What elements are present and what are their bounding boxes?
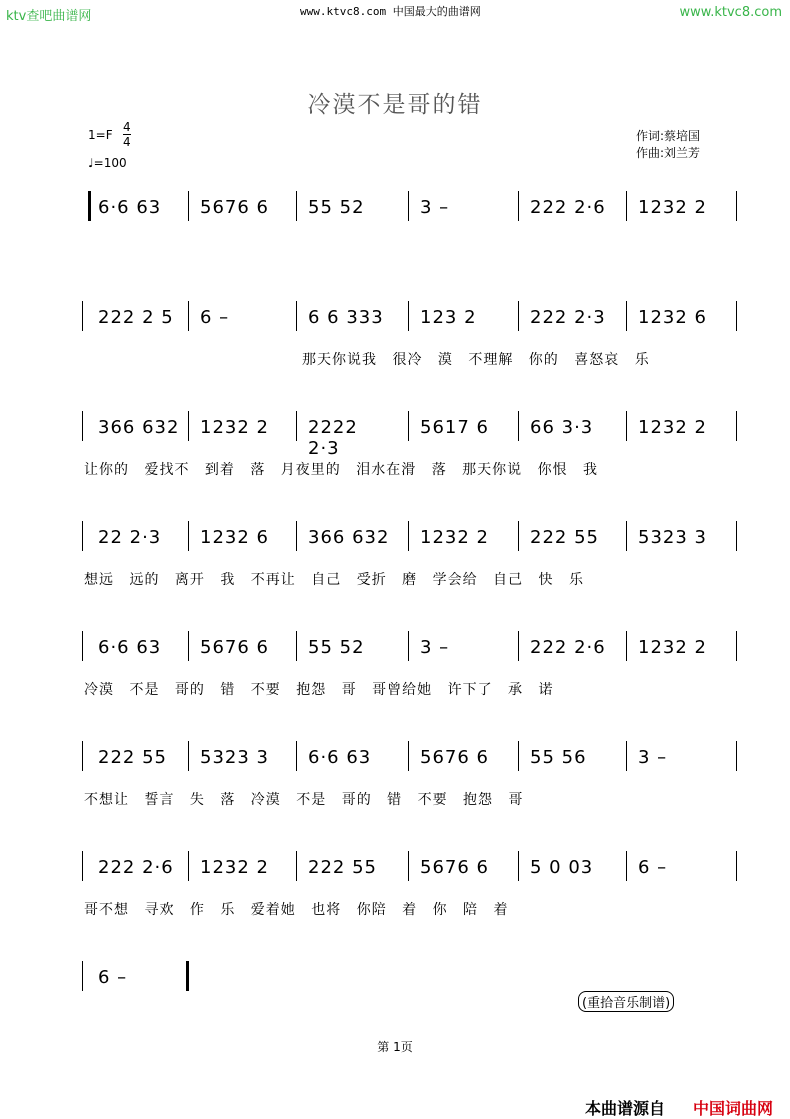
bar-line xyxy=(626,521,627,551)
measure-notes: 6·6 63 xyxy=(98,197,162,218)
bar-line xyxy=(296,851,297,881)
bar-line xyxy=(626,631,627,661)
bar-line xyxy=(186,961,189,991)
lyrics-line: 不想让 誓言 失 落 冷漠 不是 哥的 错 不要 抱怨 哥 xyxy=(84,792,524,808)
measure-notes: 1232 2 xyxy=(638,417,707,438)
measure-notes: 222 2·3 xyxy=(530,307,606,328)
bar-line xyxy=(188,191,189,221)
bar-line xyxy=(518,521,519,551)
measure-notes: 3 – xyxy=(420,637,450,658)
bar-line xyxy=(408,741,409,771)
bar-line xyxy=(188,741,189,771)
measure-notes: 6 – xyxy=(638,857,668,878)
bar-line xyxy=(82,411,83,441)
watermark-middle: www.ktvc8.com 中国最大的曲谱网 xyxy=(300,5,481,18)
measure-notes: 6·6 63 xyxy=(308,747,372,768)
page-number: 第 1页 xyxy=(377,1040,413,1054)
composer-credit: 作曲:刘兰芳 xyxy=(636,146,701,160)
measure-notes: 1232 2 xyxy=(200,857,269,878)
song-title: 冷漠不是哥的错 xyxy=(307,92,483,118)
measure-notes: 1232 2 xyxy=(638,197,707,218)
measure-notes: 1232 2 xyxy=(420,527,489,548)
score-system xyxy=(80,183,740,283)
measure-notes: 3 – xyxy=(420,197,450,218)
key-signature: 1=F xyxy=(88,128,113,142)
bar-line xyxy=(626,741,627,771)
meter-bottom: 4 xyxy=(123,135,131,149)
lyrics-line: 那天你说我 很冷 漠 不理解 你的 喜怒哀 乐 xyxy=(302,352,650,368)
measure-notes: 222 55 xyxy=(308,857,377,878)
measure-notes: 5323 3 xyxy=(638,527,707,548)
bar-line xyxy=(408,521,409,551)
bar-line xyxy=(518,411,519,441)
lyrics-line: 想远 远的 离开 我 不再让 自己 受折 磨 学会给 自己 快 乐 xyxy=(84,572,584,588)
measure-notes: 5323 3 xyxy=(200,747,269,768)
bar-line xyxy=(82,961,83,991)
lyrics-line: 冷漠 不是 哥的 错 不要 抱怨 哥 哥曾给她 许下了 承 诺 xyxy=(84,682,554,698)
measure-notes: 222 2·6 xyxy=(530,197,606,218)
measure-notes: 2222 2·3 xyxy=(308,417,358,459)
measure-notes: 66 3·3 xyxy=(530,417,594,438)
bar-line xyxy=(82,741,83,771)
score-system xyxy=(80,293,740,393)
bar-line xyxy=(296,741,297,771)
bar-line xyxy=(408,301,409,331)
measure-notes: 6 6 333 xyxy=(308,307,384,328)
score-system xyxy=(80,403,740,503)
bar-line xyxy=(188,851,189,881)
measure-notes: 366 632 xyxy=(308,527,390,548)
bar-line xyxy=(82,521,83,551)
measure-notes: 55 56 xyxy=(530,747,587,768)
measure-notes: 1232 2 xyxy=(638,637,707,658)
bar-line xyxy=(736,521,737,551)
score-system xyxy=(80,513,740,613)
bar-line xyxy=(736,191,737,221)
bar-line xyxy=(188,631,189,661)
bar-line xyxy=(408,631,409,661)
bar-line xyxy=(82,631,83,661)
bar-line xyxy=(736,631,737,661)
lyrics-line: 让你的 爱找不 到着 落 月夜里的 泪水在滑 落 那天你说 你恨 我 xyxy=(84,462,599,478)
watermark-left: ktv查吧曲谱网 xyxy=(6,9,92,24)
score-system xyxy=(80,733,740,833)
bar-line xyxy=(408,191,409,221)
measure-notes: 6 – xyxy=(200,307,230,328)
measure-notes: 222 55 xyxy=(98,747,167,768)
bar-line xyxy=(188,521,189,551)
bar-line xyxy=(188,301,189,331)
measure-notes: 5617 6 xyxy=(420,417,489,438)
measure-notes: 5 0 03 xyxy=(530,857,594,878)
bar-line xyxy=(518,851,519,881)
measure-notes: 22 2·3 xyxy=(98,527,162,548)
measure-notes: 1232 6 xyxy=(200,527,269,548)
measure-notes: 222 2·6 xyxy=(98,857,174,878)
bar-line xyxy=(82,301,83,331)
watermark-right: www.ktvc8.com xyxy=(679,5,782,20)
measure-notes: 123 2 xyxy=(420,307,477,328)
measure-notes: 5676 6 xyxy=(200,637,269,658)
score-system xyxy=(80,623,740,723)
bar-line xyxy=(626,191,627,221)
measure-notes: 55 52 xyxy=(308,637,365,658)
bar-line xyxy=(82,851,83,881)
arranger-stamp: (重拾音乐制谱) xyxy=(578,991,674,1012)
tempo-marking: ♩=100 xyxy=(88,156,127,170)
measure-notes: 3 – xyxy=(638,747,668,768)
bar-line xyxy=(518,191,519,221)
measure-notes: 6 – xyxy=(98,967,128,988)
bar-line xyxy=(296,411,297,441)
measure-notes: 55 52 xyxy=(308,197,365,218)
score-system xyxy=(80,843,740,943)
bar-line xyxy=(626,851,627,881)
bar-line xyxy=(296,191,297,221)
measure-notes: 222 2 5 xyxy=(98,307,174,328)
measure-notes: 1232 6 xyxy=(638,307,707,328)
bar-line xyxy=(88,191,91,221)
footer-site: 中国词曲网 xyxy=(693,1099,774,1118)
bar-line xyxy=(408,411,409,441)
measure-notes: 222 2·6 xyxy=(530,637,606,658)
bar-line xyxy=(518,741,519,771)
bar-line xyxy=(626,411,627,441)
bar-line xyxy=(736,411,737,441)
time-signature xyxy=(123,120,131,149)
bar-line xyxy=(626,301,627,331)
lyricist-credit: 作词:蔡培国 xyxy=(636,129,701,143)
measure-notes: 5676 6 xyxy=(200,197,269,218)
bar-line xyxy=(736,741,737,771)
bar-line xyxy=(736,851,737,881)
measure-notes: 5676 6 xyxy=(420,747,489,768)
bar-line xyxy=(736,301,737,331)
measure-notes: 366 632 xyxy=(98,417,180,438)
measure-notes: 6·6 63 xyxy=(98,637,162,658)
bar-line xyxy=(296,631,297,661)
meter-top: 4 xyxy=(123,120,131,134)
bar-line xyxy=(188,411,189,441)
bar-line xyxy=(296,521,297,551)
measure-notes: 1232 2 xyxy=(200,417,269,438)
bar-line xyxy=(518,301,519,331)
lyrics-line: 哥不想 寻欢 作 乐 爱着她 也将 你陪 着 你 陪 着 xyxy=(84,902,509,918)
measure-notes: 222 55 xyxy=(530,527,599,548)
bar-line xyxy=(518,631,519,661)
measure-notes: 5676 6 xyxy=(420,857,489,878)
bar-line xyxy=(296,301,297,331)
footer-source: 本曲谱源自 xyxy=(585,1099,666,1118)
bar-line xyxy=(408,851,409,881)
